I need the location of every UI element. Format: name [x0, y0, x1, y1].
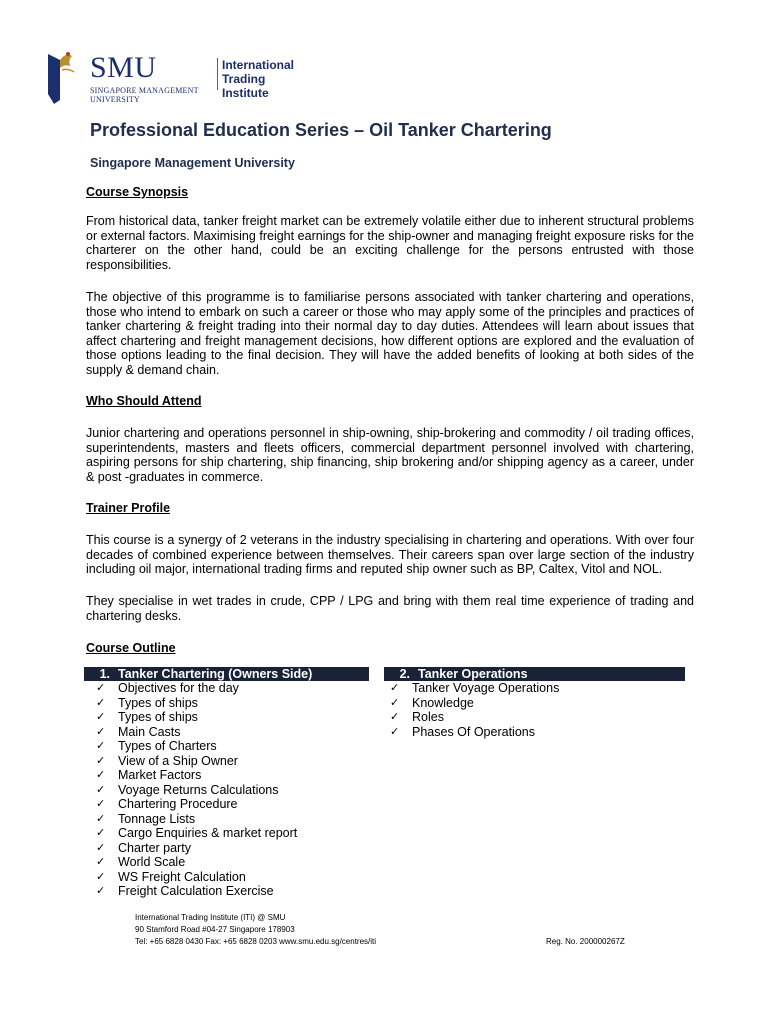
- col2-item-label: Knowledge: [412, 695, 474, 710]
- col1-item-label: View of a Ship Owner: [118, 753, 238, 768]
- logo-divider: [217, 58, 218, 90]
- smu-subtitle-line1: SINGAPORE MANAGEMENT: [90, 86, 199, 95]
- footer-line3: Tel: +65 6828 0430 Fax: +65 6828 0203 www.smu.edu.sg/centres/iti: [135, 937, 377, 946]
- col2-item-label: Tanker Voyage Operations: [412, 681, 560, 695]
- smu-logo: [40, 42, 308, 108]
- outline-col2-title: Tanker Operations: [418, 667, 528, 681]
- col2-item: [390, 681, 559, 696]
- col1-item-label: Types of ships: [118, 710, 198, 724]
- trainer-paragraph-2: They specialise in wet trades in crude, CPP / LPG and bring with them real time experience of trading and chartering desks.: [86, 594, 694, 623]
- outline-col2-number: 2.: [399, 667, 410, 681]
- checkmark-icon: ✓: [96, 695, 106, 709]
- col1-item: [96, 768, 297, 783]
- col1-item: [96, 696, 297, 711]
- col2-item-label: Phases Of Operations: [412, 724, 535, 739]
- checkmark-icon: ✓: [96, 753, 106, 767]
- col1-item-label: Chartering Procedure: [118, 797, 238, 811]
- col1-item-label: Main Casts: [118, 724, 181, 739]
- col1-item: [96, 710, 297, 725]
- col1-item: [96, 783, 297, 798]
- col1-item: [96, 739, 297, 754]
- col1-item-label: Freight Calculation Exercise: [118, 884, 274, 898]
- col2-item: [390, 725, 559, 740]
- checkmark-icon: ✓: [96, 826, 106, 839]
- col1-item-label: Objectives for the day: [118, 681, 239, 695]
- checkmark-icon: ✓: [96, 797, 106, 810]
- footer-line1: International Trading Institute (ITI) @ SMU: [135, 913, 286, 922]
- outline-col1-title: Tanker Chartering (Owners Side): [118, 667, 313, 681]
- checkmark-icon: ✓: [390, 695, 400, 709]
- footer-line2: 90 Stamford Road #04-27 Singapore 178903: [135, 925, 295, 934]
- col2-item: [390, 710, 559, 725]
- col1-item: [96, 870, 297, 885]
- iti-line1: International: [222, 58, 295, 72]
- col2-item: [390, 696, 559, 711]
- checkmark-icon: ✓: [96, 855, 106, 868]
- checkmark-icon: ✓: [390, 710, 400, 723]
- outline-col2-header: [384, 667, 685, 681]
- footer-address: [135, 912, 376, 948]
- trainer-heading: Trainer Profile: [86, 501, 171, 515]
- col1-item: [96, 797, 297, 812]
- iti-line2: Trading Institute: [222, 72, 269, 100]
- col1-item: [96, 725, 297, 740]
- iti-wordmark: [222, 58, 308, 100]
- outline-col1-number: 1.: [99, 667, 110, 681]
- trainer-paragraph-1: This course is a synergy of 2 veterans in the industry specialising in chartering and operations. With over four decades of combined experience between themselves. Their careers span over large section of the industry including oil major, international trading firms and reputed ship owner such as BP, Caltex, Vitol and NOL.: [86, 533, 694, 577]
- checkmark-icon: ✓: [96, 840, 106, 854]
- synopsis-paragraph-2: The objective of this programme is to familiarise persons associated with tanker chartering and operations, those who intend to embark on such a career or those who may apply some of the principles and practices of tanker chartering & freight trading into their normal day to day duties. Attendees will learn about issues that affect chartering and freight management decisions, how different options are explored and the evaluation of those options leading to the final decision. They will have the added benefits of looking at both sides of the supply & demand chain.: [86, 290, 694, 377]
- col1-item-label: WS Freight Calculation: [118, 869, 246, 884]
- col1-item-label: Voyage Returns Calculations: [118, 782, 279, 797]
- outline-col2-list: [390, 681, 559, 739]
- checkmark-icon: ✓: [96, 681, 106, 694]
- col1-item: [96, 884, 297, 899]
- synopsis-paragraph-1: From historical data, tanker freight market can be extremely volatile either due to inherent structural problems or external factors. Maximising freight earnings for the ship-owner and managing freight exposure risks for the charterer on the other hand, could be an exciting challenge for the persons entrusted with those responsibilities.: [86, 214, 694, 272]
- footer-reg-number: Reg. No. 200000267Z: [546, 937, 625, 946]
- page-title: Professional Education Series – Oil Tanker Chartering: [90, 120, 552, 140]
- checkmark-icon: ✓: [96, 782, 106, 796]
- col1-item: [96, 841, 297, 856]
- col1-item-label: Types of Charters: [118, 739, 217, 753]
- checkmark-icon: ✓: [390, 681, 400, 694]
- col1-item: [96, 681, 297, 696]
- checkmark-icon: ✓: [96, 884, 106, 897]
- checkmark-icon: ✓: [96, 869, 106, 883]
- page-subtitle: Singapore Management University: [90, 156, 295, 170]
- smu-wordmark: SMU: [90, 51, 157, 84]
- col1-item-label: Charter party: [118, 840, 191, 855]
- checkmark-icon: ✓: [96, 739, 106, 752]
- col1-item: [96, 812, 297, 827]
- col1-item-label: Tonnage Lists: [118, 811, 196, 826]
- checkmark-icon: ✓: [96, 768, 106, 781]
- checkmark-icon: ✓: [96, 811, 106, 825]
- col1-item-label: World Scale: [118, 855, 186, 869]
- smu-subtitle-line2: UNIVERSITY: [90, 95, 140, 104]
- col1-item: [96, 754, 297, 769]
- col1-item-label: Market Factors: [118, 768, 202, 782]
- checkmark-icon: ✓: [96, 710, 106, 723]
- col2-item-label: Roles: [412, 710, 444, 724]
- col1-item-label: Cargo Enquiries & market report: [118, 826, 298, 840]
- attend-paragraph: Junior chartering and operations personnel in ship-owning, ship-brokering and commodity / oil trading offices, superintendents, masters and fleets officers, commercial department personnel involved with chartering, aspiring persons for ship chartering, ship financing, ship brokering and/or shipping agency as a career, under & post -graduates in commerce.: [86, 426, 694, 484]
- col1-item-label: Types of ships: [118, 695, 198, 710]
- outline-heading: Course Outline: [86, 641, 176, 655]
- checkmark-icon: ✓: [390, 724, 400, 738]
- outline-col1-list: [96, 681, 297, 899]
- attend-heading: Who Should Attend: [86, 394, 202, 408]
- outline-col1-header: [84, 667, 369, 681]
- col1-item: [96, 826, 297, 841]
- smu-subtitle: [90, 86, 199, 104]
- smu-crest-icon: [46, 50, 76, 104]
- checkmark-icon: ✓: [96, 724, 106, 738]
- synopsis-heading: Course Synopsis: [86, 185, 189, 199]
- col1-item: [96, 855, 297, 870]
